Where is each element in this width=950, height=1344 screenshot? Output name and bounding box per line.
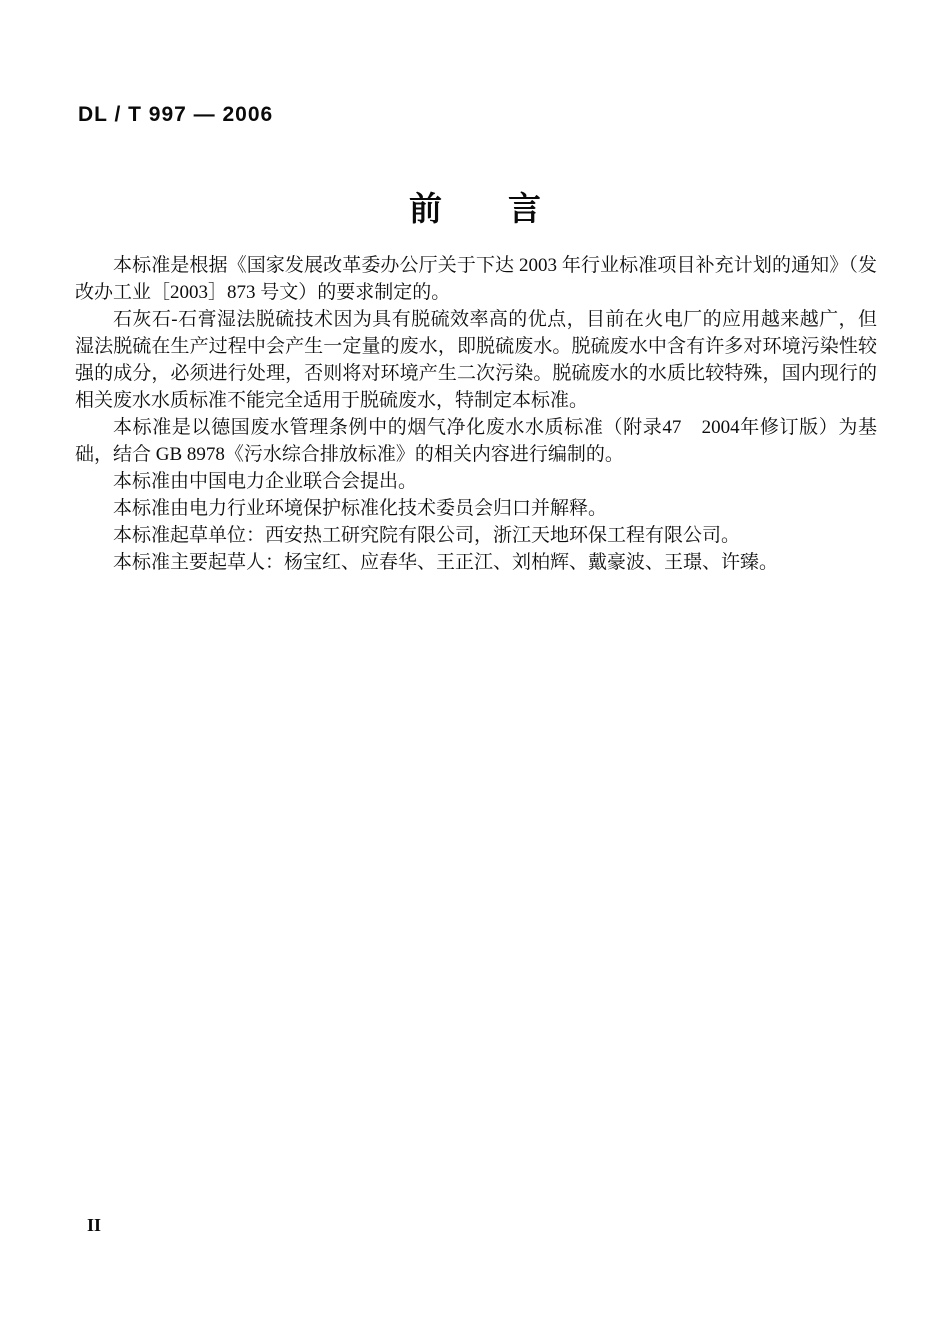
- paragraph: 本标准由中国电力企业联合会提出。: [113, 471, 418, 492]
- paragraph: 本标准是根据《国家发展改革委办公厅关于下达 2003 年行业标准项目补充计划的通知》（发改办工业［2003］873 号文）的要求制定的。: [75, 255, 877, 303]
- paragraph: 本标准主要起草人：杨宝红、应春华、王正江、刘柏辉、戴豪波、王璟、许臻。: [113, 552, 779, 573]
- paragraph: 本标准起草单位：西安热工研究院有限公司，浙江天地环保工程有限公司。: [113, 525, 741, 546]
- paragraph: 本标准是以德国废水管理条例中的烟气净化废水水质标准（附录47 2004年修订版）为基础，结合 GB 8978《污水综合排放标准》的相关内容进行编制的。: [75, 417, 877, 465]
- paragraph: 石灰石-石膏湿法脱硫技术因为具有脱硫效率高的优点，目前在火电厂的应用越来越广，但湿法脱硫在生产过程中会产生一定量的废水，即脱硫废水。脱硫废水中含有许多对环境污染性较强的成分，必须进行处理，否则将对环境产生二次污染。脱硫废水的水质比较特殊，国内现行的相关废水水质标准不能完全适用于脱硫废水，特制定本标准。: [75, 309, 877, 411]
- document-body: [75, 252, 877, 576]
- standard-number-header: DL / T 997 — 2006: [78, 103, 274, 126]
- page-title: 前 言: [409, 190, 541, 227]
- page-number: II: [87, 1215, 102, 1235]
- paragraph: 本标准由电力行业环境保护标准化技术委员会归口并解释。: [113, 498, 608, 519]
